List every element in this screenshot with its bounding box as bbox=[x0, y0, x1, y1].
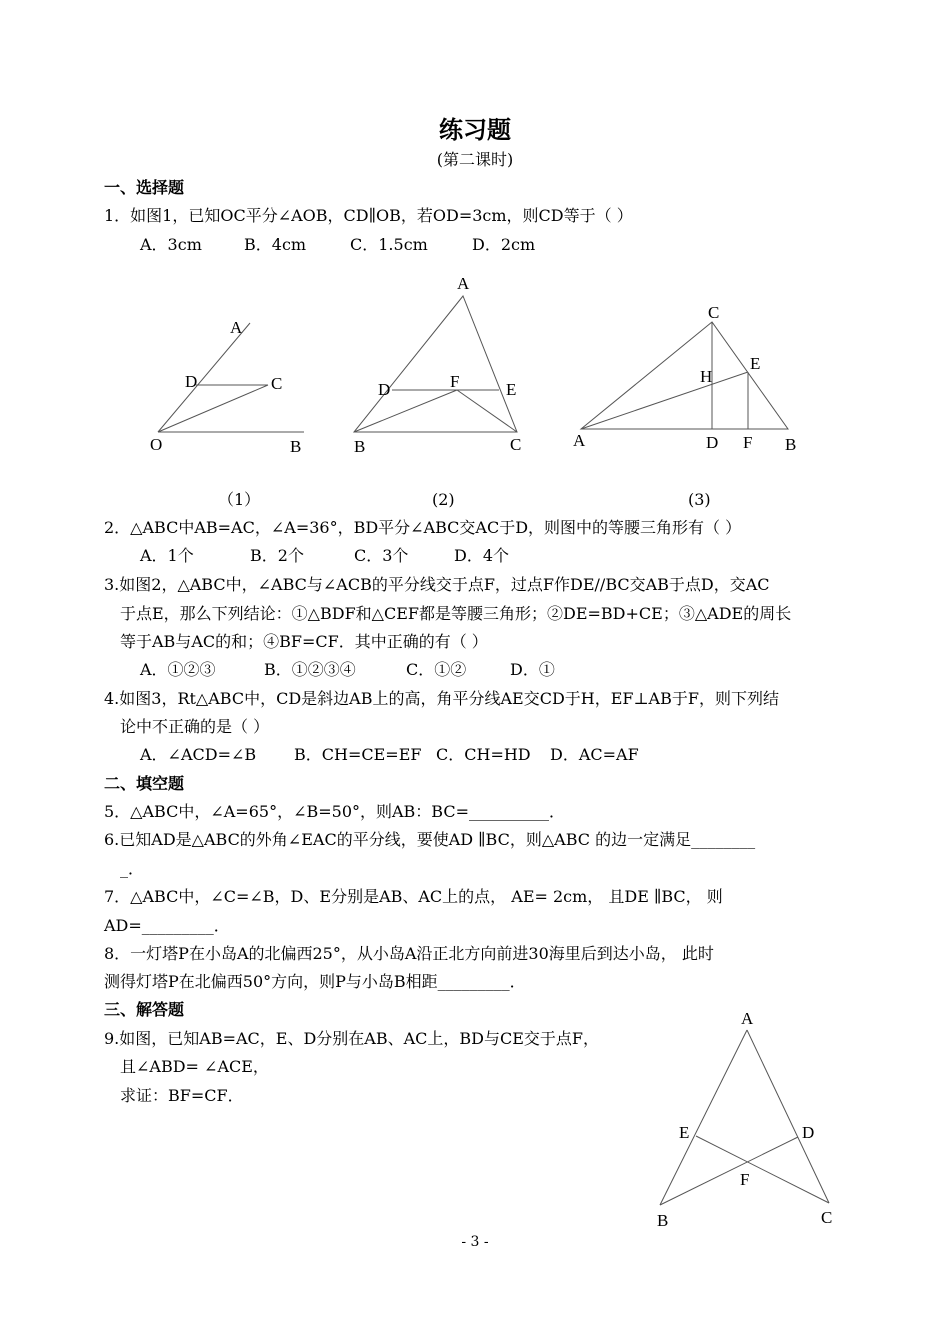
option-b: B．CH=CE=EF bbox=[294, 745, 422, 764]
option-d: D．① bbox=[510, 660, 555, 679]
option-a: A．3cm bbox=[140, 235, 202, 254]
fig3-label-a: A bbox=[573, 431, 586, 450]
fig4-label-c: C bbox=[821, 1208, 833, 1227]
fig2-label-c: C bbox=[510, 435, 522, 454]
question-4-options bbox=[140, 745, 639, 765]
fig4-label-b: B bbox=[657, 1211, 669, 1230]
question-9-line-2: 且∠ABD= ∠ACE， bbox=[120, 1057, 269, 1076]
fig4-label-a: A bbox=[741, 1009, 754, 1028]
fig2-label-d: D bbox=[378, 380, 391, 399]
figure-1 bbox=[150, 318, 304, 456]
section-heading-fill: 二、填空题 bbox=[104, 774, 185, 793]
fig1-label-a: A bbox=[230, 318, 243, 337]
question-4-line-2: 论中不正确的是（ ） bbox=[120, 717, 270, 736]
fig3-label-e: E bbox=[750, 354, 761, 373]
option-d: D．AC=AF bbox=[550, 745, 639, 764]
option-a: A．①②③ bbox=[140, 660, 216, 679]
figure-3-caption: (3) bbox=[688, 490, 711, 509]
option-c: C．①② bbox=[406, 660, 467, 679]
fig3-label-c: C bbox=[708, 303, 720, 322]
section-heading-solve: 三、解答题 bbox=[104, 1000, 185, 1019]
page-title: 练习题 bbox=[439, 116, 511, 144]
fig3-label-d: D bbox=[706, 433, 719, 452]
question-8-line-2: 测得灯塔P在北偏西50°方向，则P与小岛B相距_________． bbox=[104, 972, 526, 991]
fig3-label-f: F bbox=[743, 433, 753, 452]
fig2-label-b: B bbox=[354, 437, 366, 456]
fig4-label-d: D bbox=[802, 1123, 815, 1142]
question-7-line-2: AD=_________． bbox=[104, 916, 230, 935]
fig1-label-c: C bbox=[271, 374, 283, 393]
fig2-label-f: F bbox=[450, 372, 460, 391]
figure-2 bbox=[354, 274, 521, 456]
option-b: B．①②③④ bbox=[264, 660, 356, 679]
option-a: A．∠ACD=∠B bbox=[140, 745, 257, 764]
option-d: D．4个 bbox=[454, 546, 510, 565]
question-3-line-3: 等于AB与AC的和；④BF=CF．其中正确的有（ ） bbox=[120, 632, 488, 651]
question-1-text: 1．如图1，已知OC平分∠AOB，CD∥OB，若OD=3cm，则CD等于（ ） bbox=[104, 206, 633, 225]
question-9-line-1: 9.如图，已知AB=AC，E、D分别在AB、AC上，BD与CE交于点F， bbox=[104, 1029, 600, 1048]
option-c: C．CH=HD bbox=[436, 745, 531, 764]
question-2-text: 2．△ABC中AB=AC，∠A=36°，BD平分∠ABC交AC于D，则图中的等腰三角形有（ ） bbox=[104, 518, 742, 537]
fig1-label-d: D bbox=[185, 372, 198, 391]
question-7-line-1: 7．△ABC中，∠C=∠B，D、E分别是AB、AC上的点， AE= 2cm， 且DE ∥BC， 则 bbox=[104, 887, 723, 906]
question-3-line-1: 3.如图2，△ABC中，∠ABC与∠ACB的平分线交于点F，过点F作DE//BC交AB于点D，交AC bbox=[104, 575, 770, 594]
figure-1-caption: （1） bbox=[218, 490, 261, 509]
question-4-line-1: 4.如图3，Rt△ABC中，CD是斜边AB上的高，角平分线AE交CD于H，EF⊥AB于F，则下列结 bbox=[104, 689, 779, 708]
option-d: D．2cm bbox=[472, 235, 536, 254]
option-c: C．1.5cm bbox=[350, 235, 428, 254]
fig3-label-h: H bbox=[700, 367, 713, 386]
fig4-label-f: F bbox=[740, 1170, 750, 1189]
fig3-label-b: B bbox=[785, 435, 797, 454]
figure-3 bbox=[573, 303, 796, 454]
fig4-label-e: E bbox=[679, 1123, 690, 1142]
question-8-line-1: 8．一灯塔P在小岛A的北偏西25°，从小岛A沿正北方向前进30海里后到达小岛， 此时 bbox=[104, 944, 714, 963]
question-3-line-2: 于点E，那么下列结论：①△BDF和△CEF都是等腰三角形；②DE=BD+CE；③△ADE的周长 bbox=[120, 604, 792, 623]
option-a: A．1个 bbox=[140, 546, 194, 565]
option-c: C．3个 bbox=[354, 546, 409, 565]
question-6-line-1: 6.已知AD是△ABC的外角∠EAC的平分线，要使AD ∥BC，则△ABC 的边一定满足________ bbox=[104, 830, 756, 849]
option-b: B．2个 bbox=[250, 546, 304, 565]
question-6-line-2: _． bbox=[120, 859, 145, 878]
question-5-text: 5．△ABC中，∠A=65°，∠B=50°，则AB：BC=__________． bbox=[104, 802, 566, 821]
fig1-label-b: B bbox=[290, 437, 302, 456]
fig2-label-a: A bbox=[457, 274, 470, 293]
question-3-options bbox=[140, 660, 555, 680]
page-number: - 3 - bbox=[461, 1234, 489, 1250]
question-9-line-3: 求证：BF=CF． bbox=[120, 1086, 244, 1105]
option-b: B．4cm bbox=[244, 235, 307, 254]
fig1-label-o: O bbox=[150, 435, 163, 454]
figure-2-caption: (2) bbox=[432, 490, 455, 509]
figure-4 bbox=[657, 1009, 832, 1230]
section-heading-choice: 一、选择题 bbox=[104, 178, 185, 197]
question-2-options bbox=[140, 546, 509, 566]
page-subtitle: (第二课时) bbox=[436, 150, 514, 169]
fig2-label-e: E bbox=[506, 380, 517, 399]
